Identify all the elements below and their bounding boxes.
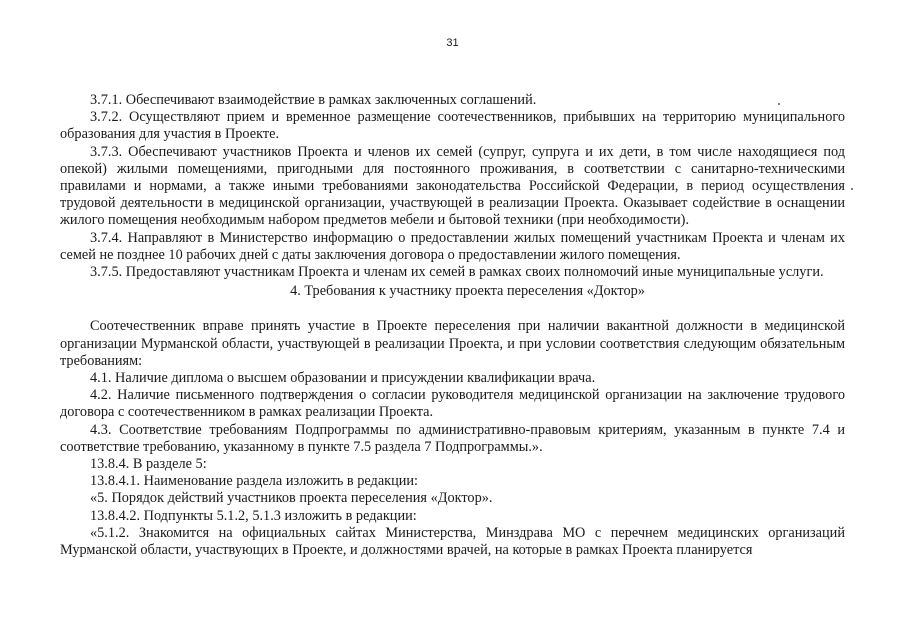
clause-3-7-1: 3.7.1. Обеспечивают взаимодействие в рамках заключенных соглашений. [90,92,537,108]
clause-3-7-3: 3.7.3. Обеспечивают участников Проекта и членов их семей (супруг, супруга и их дети, в том числе находящиеся под опекой) жилыми помещениями, пригодными для постоянного проживания, в соответствии с санитарно-техническими правилами и нормами, а также иными требованиями законодательства Российской Федерации, в период осуществления трудовой деятельности в медицинской организации, участвующей в реализации Проекта. Оказывает содействие в оснащении жилого помещения необходимым набором предметов мебели и бытовой техники (при необходимости). [60,143,845,229]
requirement-4-3: 4.3. Соответствие требованиям Подпрограммы по административно-правовым критериям, указанным в пункте 7.4 и соответствие требованию, указанному в пункте 7.5 раздела 7 Подпрограммы.». [60,421,845,455]
section-heading: 4. Требования к участнику проекта переселения «Доктор» [290,283,645,300]
clause-3-7-4: 3.7.4. Направляют в Министерство информацию о предоставлении жилых помещений участникам Проекта и членам их семей не позднее 10 рабочих дней с даты заключения договора о предоставлении жилого помещения. [60,229,845,263]
clause-3-7-5: 3.7.5. Предоставляют участникам Проекта и членам их семей в рамках своих полномочий иные муниципальные услуги. [90,264,824,281]
clause-13-8-4-2: 13.8.4.2. Подпункты 5.1.2, 5.1.3 изложить в редакции: [90,507,417,524]
clause-13-8-4: 13.8.4. В разделе 5: [90,456,207,473]
clause-5-1-2: «5.1.2. Знакомится на официальных сайтах Министерства, Минздрава МО с перечнем медицинских организаций Мурманской области, участвующих в Проекте, и должностями врачей, на которые в рамках Проекта планируется [60,524,845,559]
clause-13-8-4-1: 13.8.4.1. Наименование раздела изложить в редакции: [90,473,419,490]
section-intro: Соотечественник вправе принять участие в Проекте переселения при наличии вакантной должности в медицинской организации Мурманской области, участвующей в реализации Проекта, и при условии соответствия следующим обязательным требованиям: [60,318,845,369]
clause-3-7-2: 3.7.2. Осуществляют прием и временное размещение соотечественников, прибывших на территорию муниципального образования для участия в Проекте. [60,109,845,143]
document-body [60,92,845,559]
requirement-4-2: 4.2. Наличие письменного подтверждения о согласии руководителя медицинской организации на заключение трудового договора с соотечественником в рамках реализации Проекта. [60,387,845,421]
page-number: 31 [446,37,459,49]
scan-speck [851,188,853,190]
section-5-title-quote: «5. Порядок действий участников проекта переселения «Доктор». [90,490,493,507]
requirement-4-1: 4.1. Наличие диплома о высшем образовании и присуждении квалификации врача. [90,370,596,387]
